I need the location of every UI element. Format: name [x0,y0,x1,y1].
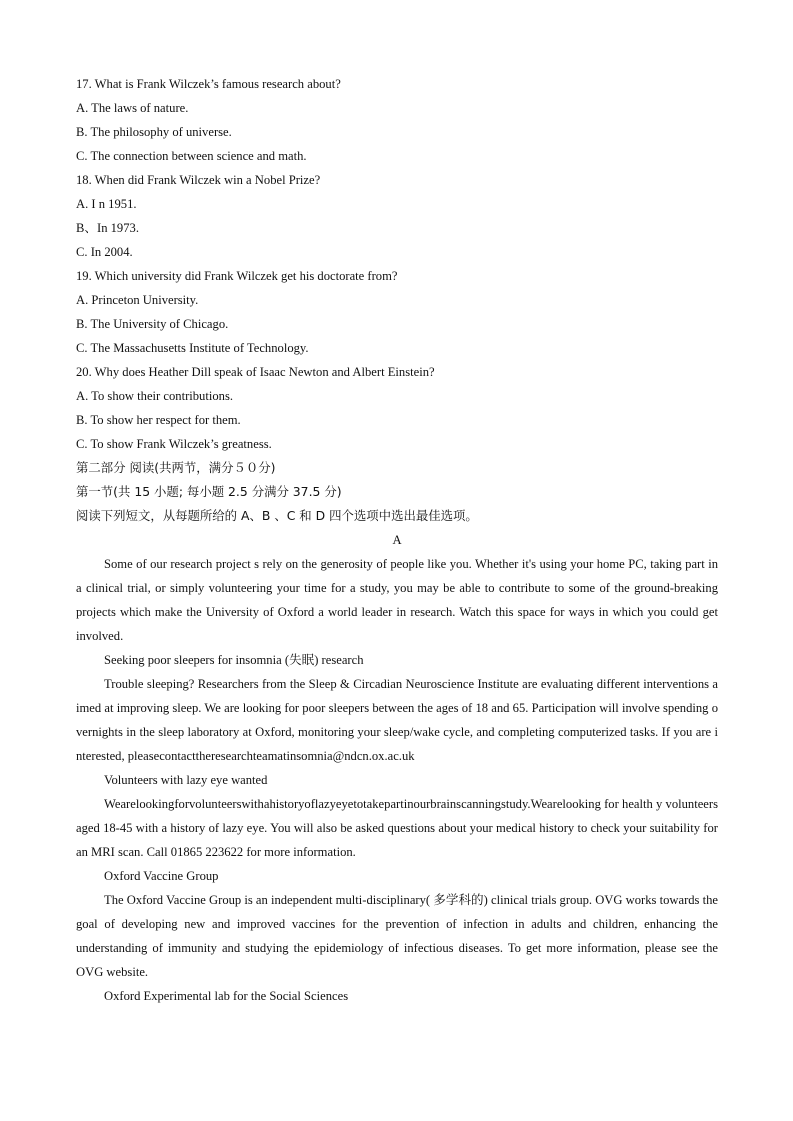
question-20-stem: 20. Why does Heather Dill speak of Isaac Newton and Albert Einstein? [76,365,435,379]
item-heading-lazy-eye: Volunteers with lazy eye wanted [104,773,268,787]
question-18-option-a: A. I n 1951. [76,197,137,211]
passage-intro: Some of our research project s rely on the generosity of people like you. Whether it's using your home PC, taking part in a clinical trial, or simply volunteering your time for a study, you may be able to contribute to some of the ground-breaking projects which make the University of Oxford a world leader in research. Watch this space for ways in which you could get involved. [76,557,718,643]
page-content [76,72,718,1008]
item-heading-insomnia: Seeking poor sleepers for insomnia (失眠) research [104,653,364,667]
question-19-stem: 19. Which university did Frank Wilczek get his doctorate from? [76,269,398,283]
item-body-lazy-eye: Wearelookingforvolunteerswithahistoryoflazyeyetotakepartinourbrainscanningstudy.Wearelooking for health y volunteers aged 18-45 with a history of lazy eye. You will also be asked questions about your medical history to check your suitability for an MRI scan. Call 01865 223622 for more information. [76,797,718,859]
question-17-option-c: C. The connection between science and math. [76,149,307,163]
instruction: 阅读下列短文，从每题所给的 A、B 、C 和 D 四个选项中选出最佳选项。 [76,508,478,523]
passage-label: A [392,533,402,547]
question-19-option-c: C. The Massachusetts Institute of Technology. [76,341,309,355]
item-body-vaccine-group: The Oxford Vaccine Group is an independent multi-disciplinary( 多学科的) clinical trials group. OVG works towards the goal of developing new and improved vaccines for the prevention of infection in adults and children, enhancing the understanding of immunity and studying the epidemiology of infectious diseases. To get more information, please see the OVG website. [76,893,718,979]
question-19-option-a: A. Princeton University. [76,293,199,307]
question-18-stem: 18. When did Frank Wilczek win a Nobel Prize? [76,173,321,187]
question-17-option-a: A. The laws of nature. [76,101,189,115]
question-18-option-b: B、In 1973. [76,221,139,235]
item-heading-social-sciences-lab: Oxford Experimental lab for the Social Sciences [104,989,349,1003]
part-heading: 第二部分 阅读(共两节，满分５０分) [76,460,276,475]
question-20-option-a: A. To show their contributions. [76,389,233,403]
question-17-option-b: B. The philosophy of universe. [76,125,232,139]
sub-heading: 第一节(共 15 小题; 每小题 2.5 分满分 37.5 分) [76,484,342,499]
question-20-option-c: C. To show Frank Wilczek’s greatness. [76,437,272,451]
item-heading-vaccine-group: Oxford Vaccine Group [104,869,219,883]
question-19-option-b: B. The University of Chicago. [76,317,229,331]
item-body-insomnia: Trouble sleeping? Researchers from the Sleep & Circadian Neuroscience Institute are evaluating different interventions aimed at improving sleep. We are looking for poor sleepers between the ages of 18 and 65. Participation will involve spending overnights in the sleep laboratory at Oxford, monitoring your sleep/wake cycle, and completing computerized tasks. If you are interested, pleasecontacttheresearchteamatinsomnia@ndcn.ox.ac.uk [76,677,718,763]
question-17-stem: 17. What is Frank Wilczek’s famous research about? [76,77,341,91]
question-18-option-c: C. In 2004. [76,245,133,259]
question-20-option-b: B. To show her respect for them. [76,413,241,427]
